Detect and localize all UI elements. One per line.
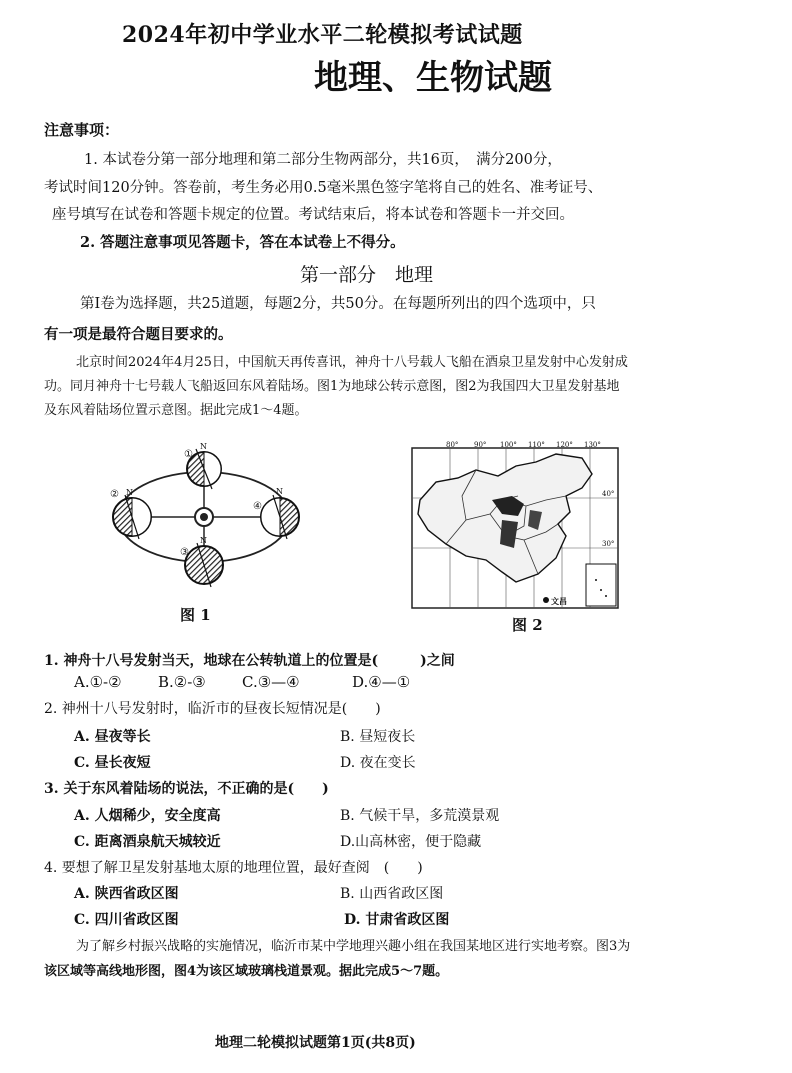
earth-orbit-figure (100, 437, 310, 607)
exam-title: 2024年初中学业水平二轮模拟考试试题 (122, 22, 523, 48)
label-n-3: N (200, 536, 207, 545)
figure-1-caption: 图 1 (180, 606, 211, 624)
q4-option-a: A. 陕西省政区图 (74, 886, 179, 902)
passage2-line-2: 该区域等高线地形图，图4为该区域玻璃栈道景观。据此完成5～7题。 (44, 964, 449, 979)
q1-option-c: C.③—④ (242, 673, 300, 691)
q3-option-b: B. 气候干旱，多荒漠景观 (340, 808, 500, 824)
section-title: 第一部分 地理 (300, 264, 434, 286)
passage2-line-1: 为了解乡村振兴战略的实施情况，临沂市某中学地理兴趣小组在我国某地区进行实地考察。图3为 (76, 939, 631, 954)
q2-option-c: C. 昼长夜短 (74, 755, 151, 771)
earth-position-4 (261, 495, 299, 539)
label-pos-3: ③ (180, 547, 189, 558)
q3-option-c: C. 距离酒泉航天城较近 (74, 834, 221, 850)
q4-option-c: C. 四川省政区图 (74, 912, 179, 928)
south-sea-inset (586, 564, 616, 606)
q2-option-d: D. 夜在变长 (340, 755, 416, 771)
lat-30: 30° (602, 540, 615, 548)
question-3-stem: 3. 关于东风着陆场的说法，不正确的是( ) (44, 781, 329, 797)
exam-subtitle: 地理、生物试题 (314, 58, 552, 98)
label-pos-1: ① (184, 449, 193, 460)
label-n-1: N (200, 442, 207, 451)
page-footer: 地理二轮模拟试题第1页(共8页) (215, 1035, 416, 1051)
earth-position-3 (185, 543, 223, 587)
lon-130: 130° (584, 441, 601, 449)
notice-line-4: 2. 答题注意事项见答题卡，答在本试卷上不得分。 (80, 234, 405, 251)
q2-option-a: A. 昼夜等长 (74, 729, 151, 745)
q2-option-b: B. 昼短夜长 (340, 729, 416, 745)
section-instruction-1: 第Ⅰ卷为选择题，共25道题，每题2分，共50分。在每题所列出的四个选项中，只 (80, 296, 596, 312)
q4-option-d: D. 甘肃省政区图 (344, 912, 450, 928)
section-instruction-2: 有一项是最符合题目要求的。 (44, 326, 233, 343)
lon-80: 80° (446, 441, 459, 449)
label-n-2: N (126, 488, 133, 497)
figure-2-caption: 图 2 (512, 616, 543, 634)
q3-option-a: A. 人烟稀少，安全度高 (74, 808, 221, 824)
question-2-stem: 2. 神州十八号发射时，临沂市的昼夜长短情况是( ) (44, 701, 381, 717)
notice-line-2: 考试时间120分钟。答卷前，考生务必用0.5毫米黑色签字笔将自己的姓名、准考证号、 (44, 180, 603, 196)
q1-option-b: B.②-③ (158, 673, 206, 691)
label-n-4: N (276, 487, 283, 496)
q1-option-d: D.④—① (352, 673, 411, 691)
lon-120: 120° (556, 441, 573, 449)
passage1-line-2: 功。同月神舟十七号载人飞船返回东风着陆场。图1为地球公转示意图，图2为我国四大卫星发射基地 (44, 379, 620, 394)
q4-option-b: B. 山西省政区图 (340, 886, 444, 902)
label-pos-2: ② (110, 489, 119, 500)
earth-position-2 (113, 495, 151, 539)
notice-heading: 注意事项： (44, 121, 120, 139)
question-1-stem: 1. 神舟十八号发射当天，地球在公转轨道上的位置是( )之间 (44, 653, 455, 669)
question-4-stem: 4. 要想了解卫星发射基地太原的地理位置，最好查阅 ( ) (44, 860, 423, 876)
q1-option-a: A.①-② (74, 673, 122, 691)
wenchang-marker (543, 597, 549, 603)
passage1-line-1: 北京时间2024年4月25日，中国航天再传喜讯，神舟十八号载人飞船在酒泉卫星发射中心发射成 (76, 355, 628, 370)
china-map-figure (406, 440, 626, 612)
lat-40: 40° (602, 490, 615, 498)
place-wenchang: 文昌 (551, 596, 567, 606)
lon-100: 100° (500, 441, 517, 449)
lon-110: 110° (528, 441, 545, 449)
lon-90: 90° (474, 441, 487, 449)
passage1-line-3: 及东风着陆场位置示意图。据此完成1～4题。 (44, 403, 308, 418)
notice-line-1: 1. 本试卷分第一部分地理和第二部分生物两部分，共16页， 满分200分， (84, 152, 562, 168)
notice-line-3: 座号填写在试卷和答题卡规定的位置。考试结束后，将本试卷和答题卡一并交回。 (52, 207, 574, 223)
label-pos-4: ④ (253, 501, 262, 512)
q3-option-d: D.山高林密，便于隐藏 (340, 834, 482, 850)
